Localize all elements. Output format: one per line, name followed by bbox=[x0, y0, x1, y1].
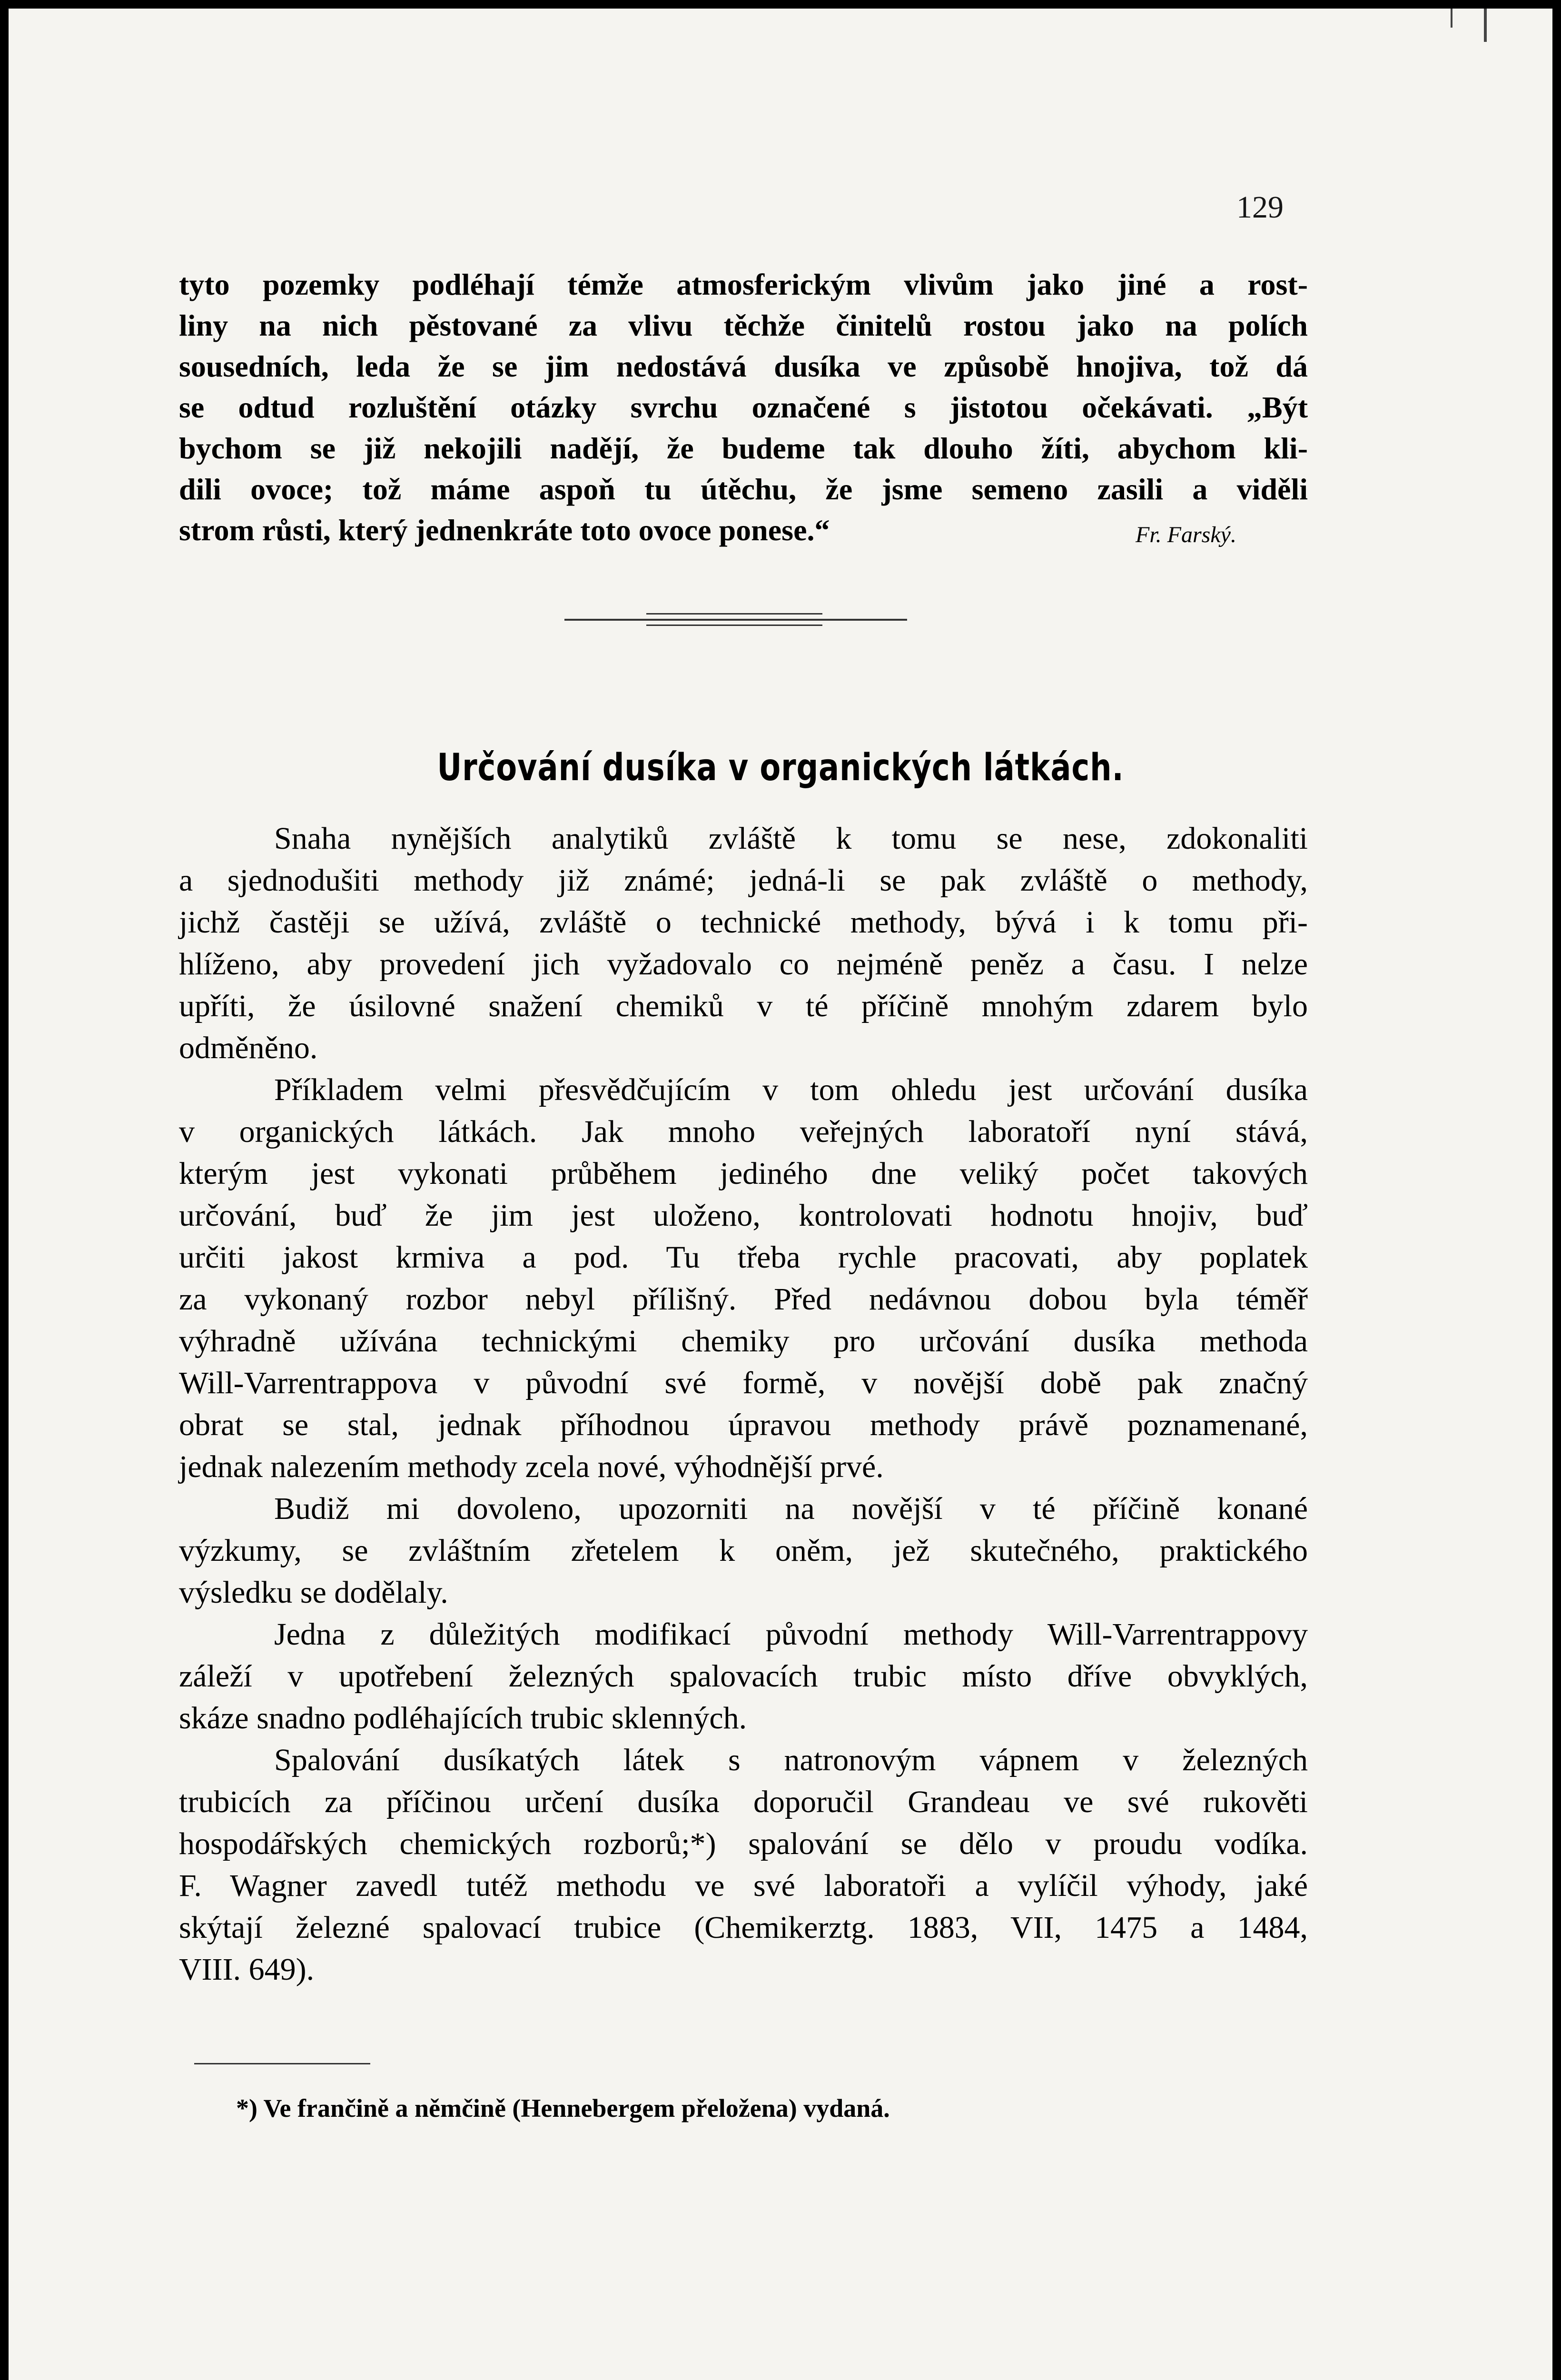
body-line-9: kterým jest vykonati průběhem jediného dne veliký počet takových bbox=[179, 1156, 1308, 1191]
body-line-16: jednak nalezením methody zcela nové, výhodnější prvé. bbox=[179, 1449, 884, 1484]
body-line-5: upříti, že úsilovné snažení chemiků v té příčině mnohým zdarem bylo bbox=[179, 989, 1308, 1023]
scan-mark bbox=[1484, 9, 1487, 42]
body-line-4: hlíženo, aby provedení jich vyžadovalo co nejméně peněz a času. I nelze bbox=[179, 947, 1308, 982]
body-line-24: trubicích za příčinou určení dusíka doporučil Grandeau ve své rukověti bbox=[179, 1785, 1308, 1819]
intro-line-6: dili ovoce; tož máme aspoň tu útěchu, že jsme semeno zasili a viděli bbox=[179, 472, 1308, 506]
body-line-22: skáze snadno podléhajících trubic sklenných. bbox=[179, 1701, 747, 1735]
body-line-12: za vykonaný rozbor nebyl přílišný. Před nedávnou dobou byla téměř bbox=[179, 1282, 1308, 1317]
body-line-21: záleží v upotřebení železných spalovacích trubic místo dříve obvyklých, bbox=[179, 1659, 1308, 1694]
divider-line-outer bbox=[564, 619, 907, 621]
intro-line-4: se odtud rozluštění otázky svrchu označené s jistotou očekávati. „Být bbox=[179, 390, 1308, 424]
intro-line-7: strom růsti, který jednenkráte toto ovoce ponese.“ bbox=[179, 513, 830, 547]
body-line-8: v organických látkách. Jak mnoho veřejných laboratoří nyní stává, bbox=[179, 1114, 1308, 1149]
divider-line-bottom bbox=[646, 625, 822, 626]
body-line-13: výhradně užívána technickými chemiky pro určování dusíka methoda bbox=[179, 1324, 1308, 1359]
scan-mark bbox=[1451, 9, 1452, 28]
author-signature: Fr. Farský. bbox=[1136, 522, 1236, 547]
intro-line-1: tyto pozemky podléhají témže atmosferickým vlivům jako jiné a rost- bbox=[179, 268, 1308, 301]
body-line-3: jichž častěji se užívá, zvláště o technické methody, bývá i k tomu při- bbox=[179, 905, 1308, 940]
intro-line-2: liny na nich pěstované za vlivu těchže činitelů rostou jako na polích bbox=[179, 308, 1308, 342]
intro-line-5: bychom se již nekojili nadějí, že budeme tak dlouho žíti, abychom kli- bbox=[179, 431, 1308, 465]
body-line-11: určiti jakost krmiva a pod. Tu třeba rychle pracovati, aby poplatek bbox=[179, 1240, 1308, 1275]
body-line-28: VIII. 649). bbox=[179, 1952, 315, 1987]
body-line-6: odměněno. bbox=[179, 1031, 318, 1065]
body-line-17: Budiž mi dovoleno, upozorniti na novější v té příčině konané bbox=[274, 1491, 1308, 1526]
body-line-26: F. Wagner zavedl tutéž methodu ve své laboratoři a vylíčil výhody, jaké bbox=[179, 1868, 1308, 1903]
body-line-2: a sjednodušiti methody již známé; jedná-li se pak zvláště o methody, bbox=[179, 863, 1308, 898]
body-line-23: Spalování dusíkatých látek s natronovým vápnem v železných bbox=[274, 1743, 1308, 1777]
footnote-separator bbox=[194, 2063, 370, 2064]
body-line-10: určování, buď že jim jest uloženo, kontrolovati hodnotu hnojiv, buď bbox=[179, 1198, 1308, 1233]
body-line-14: Will-Varrentrappova v původní své formě, v novější době pak značný bbox=[179, 1366, 1308, 1400]
scanned-page bbox=[9, 9, 1552, 2380]
article-heading: Určování dusíka v organických látkách. bbox=[437, 746, 1124, 789]
footnote: *) Ve frančině a němčině (Hennebergem přeložena) vydaná. bbox=[236, 2094, 890, 2122]
intro-line-3: sousedních, leda že se jim nedostává dusíka ve způsobě hnojiva, tož dá bbox=[179, 349, 1308, 383]
body-line-27: skýtají železné spalovací trubice (Chemikerztg. 1883, VII, 1475 a 1484, bbox=[179, 1910, 1308, 1945]
body-line-1: Snaha nynějších analytiků zvláště k tomu se nese, zdokonaliti bbox=[274, 821, 1308, 856]
body-line-18: výzkumy, se zvláštním zřetelem k oněm, jež skutečného, praktického bbox=[179, 1533, 1308, 1568]
body-line-19: výsledku se dodělaly. bbox=[179, 1575, 448, 1610]
body-line-7: Příkladem velmi přesvědčujícím v tom ohledu jest určování dusíka bbox=[274, 1072, 1308, 1107]
body-line-25: hospodářských chemických rozborů;*) spalování se dělo v proudu vodíka. bbox=[179, 1826, 1308, 1861]
body-line-20: Jedna z důležitých modifikací původní methody Will-Varrentrappovy bbox=[274, 1617, 1308, 1652]
body-line-15: obrat se stal, jednak příhodnou úpravou methody právě poznamenané, bbox=[179, 1408, 1308, 1442]
page-number: 129 bbox=[1236, 190, 1284, 225]
divider-line-top bbox=[646, 613, 822, 615]
